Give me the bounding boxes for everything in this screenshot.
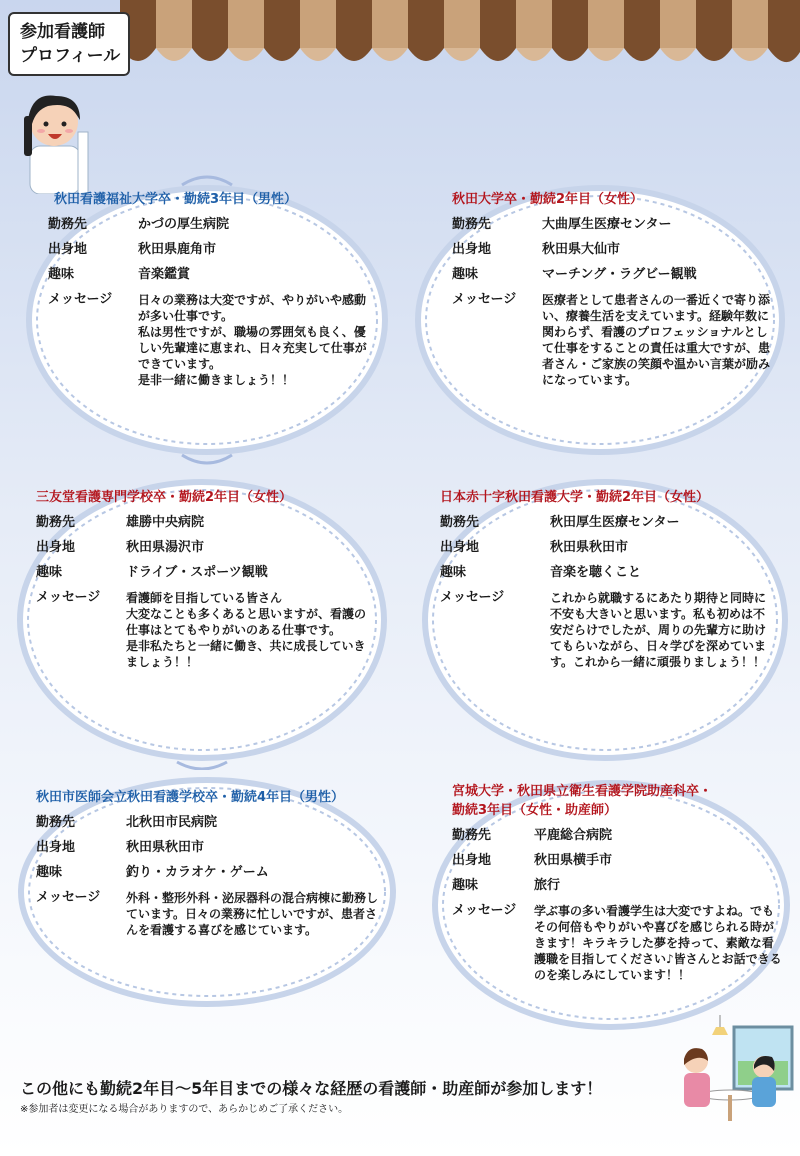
hobby-value: 音楽鑑賞 (138, 267, 191, 282)
workplace-label: 勤務先 (48, 217, 88, 232)
hobby-label: 趣味 (452, 267, 479, 282)
workplace-value: かづの厚生病院 (138, 217, 230, 232)
hobby-label: 趣味 (36, 865, 63, 880)
profile-card-5 (36, 788, 388, 947)
footer-note: ※参加者は変更になる場合がありますので、あらかじめご了承ください。 (20, 1104, 349, 1115)
hometown-label: 出身地 (48, 242, 88, 257)
hometown-label: 出身地 (36, 540, 76, 555)
hobby-value: マーチング・ラグビー観戦 (542, 267, 697, 282)
hobby-value: ドライブ・スポーツ観戦 (126, 565, 268, 580)
message-label: メッセージ (48, 292, 113, 307)
hometown-value: 秋田県湯沢市 (126, 540, 205, 555)
profile-card-6 (452, 782, 782, 992)
page-title (8, 12, 130, 76)
message-value: 看護師を目指している皆さん 大変なことも多くあると思いますが、看護の仕事はとてもやりがいのある仕事です。 是非私たちと一緒に働き、共に成長していきましょう！！ (126, 591, 367, 669)
profile-title: 秋田看護福祉大学卒・勤続3年目（男性） (54, 192, 298, 207)
profile-title: 秋田市医師会立秋田看護学校卒・勤続4年目（男性） (36, 790, 345, 805)
hometown-value: 秋田県大仙市 (542, 242, 621, 257)
profile-title: 秋田大学卒・勤続2年目（女性） (452, 192, 644, 207)
hobby-value: 音楽を聴くこと (550, 565, 642, 580)
workplace-value: 雄勝中央病院 (126, 515, 205, 530)
message-label: メッセージ (36, 590, 101, 605)
workplace-value: 北秋田市民病院 (126, 815, 218, 830)
hometown-label: 出身地 (452, 242, 492, 257)
page-title-line2: プロフィール (20, 46, 121, 66)
message-value: 日々の業務は大変ですが、やりがいや感動が多い仕事です。 私は男性ですが、職場の雰囲気も良く、優しい先輩達に恵まれ、日々充実して仕事ができています。 是非一緒に働きましょう！！ (138, 293, 367, 387)
hobby-value: 釣り・カラオケ・ゲーム (126, 865, 269, 880)
message-value: 医療者として患者さんの一番近くで寄り添い、療養生活を支えています。経験年数に関わらず、看護のプロフェッショナルとして仕事をすることの責任は重大ですが、患者さん・ご家族の笑顔や温かい言葉が励みになっています。 (542, 293, 771, 387)
profile-title: 三友堂看護専門学校卒・勤続2年目（女性） (36, 490, 293, 505)
workplace-label: 勤務先 (36, 815, 76, 830)
message-label: メッセージ (440, 590, 505, 605)
workplace-value: 平鹿総合病院 (534, 828, 613, 843)
profile-card-1 (48, 190, 368, 397)
cafe-illustration (668, 1015, 796, 1125)
profile-card-2 (452, 190, 772, 397)
hometown-label: 出身地 (440, 540, 480, 555)
message-value: 外科・整形外科・泌尿器科の混合病棟に勤務しています。日々の業務に忙しいですが、患者さんを看護する喜びを感じています。 (126, 891, 379, 937)
message-label: メッセージ (452, 292, 517, 307)
workplace-label: 勤務先 (440, 515, 480, 530)
workplace-value: 秋田厚生医療センター (550, 515, 680, 530)
hobby-label: 趣味 (36, 565, 63, 580)
hometown-value: 秋田県鹿角市 (138, 242, 217, 257)
message-label: メッセージ (36, 890, 101, 905)
hometown-label: 出身地 (452, 853, 492, 868)
hobby-label: 趣味 (440, 565, 467, 580)
footer-message: この他にも勤続2年目～5年目までの様々な経歴の看護師・助産師が参加します！ (20, 1079, 603, 1098)
message-value: 学ぶ事の多い看護学生は大変ですよね。でもその何倍もやりがいや喜びを感じられる時がきます！キラキラした夢を持って、素敵な看護職を目指してください♪皆さんとお話できるのを楽しみにしています！！ (534, 904, 782, 982)
hometown-value: 秋田県横手市 (534, 853, 613, 868)
profile-card-4 (440, 488, 770, 679)
awning-decoration (120, 0, 800, 80)
page-title-line1: 参加看護師 (20, 22, 105, 42)
message-value: これから就職するにあたり期待と同時に不安も大きいと思います。私も初めは不安だらけでしたが、周りの先輩方に助けてもらいながら、日々学びを深めています。これから一緒に頑張りましょう！！ (550, 591, 767, 669)
hometown-value: 秋田県秋田市 (126, 840, 205, 855)
profile-title: 宮城大学・秋田県立衛生看護学院助産科卒・ 勤続3年目（女性・助産師） (452, 784, 713, 818)
hometown-label: 出身地 (36, 840, 76, 855)
workplace-label: 勤務先 (36, 515, 76, 530)
hobby-label: 趣味 (452, 878, 479, 893)
hobby-value: 旅行 (534, 878, 561, 893)
profile-card-3 (36, 488, 366, 679)
workplace-label: 勤務先 (452, 828, 492, 843)
hobby-label: 趣味 (48, 267, 75, 282)
profile-title: 日本赤十字秋田看護大学・勤続2年目（女性） (440, 490, 710, 505)
workplace-label: 勤務先 (452, 217, 492, 232)
hometown-value: 秋田県秋田市 (550, 540, 629, 555)
workplace-value: 大曲厚生医療センター (542, 217, 672, 232)
message-label: メッセージ (452, 903, 517, 918)
